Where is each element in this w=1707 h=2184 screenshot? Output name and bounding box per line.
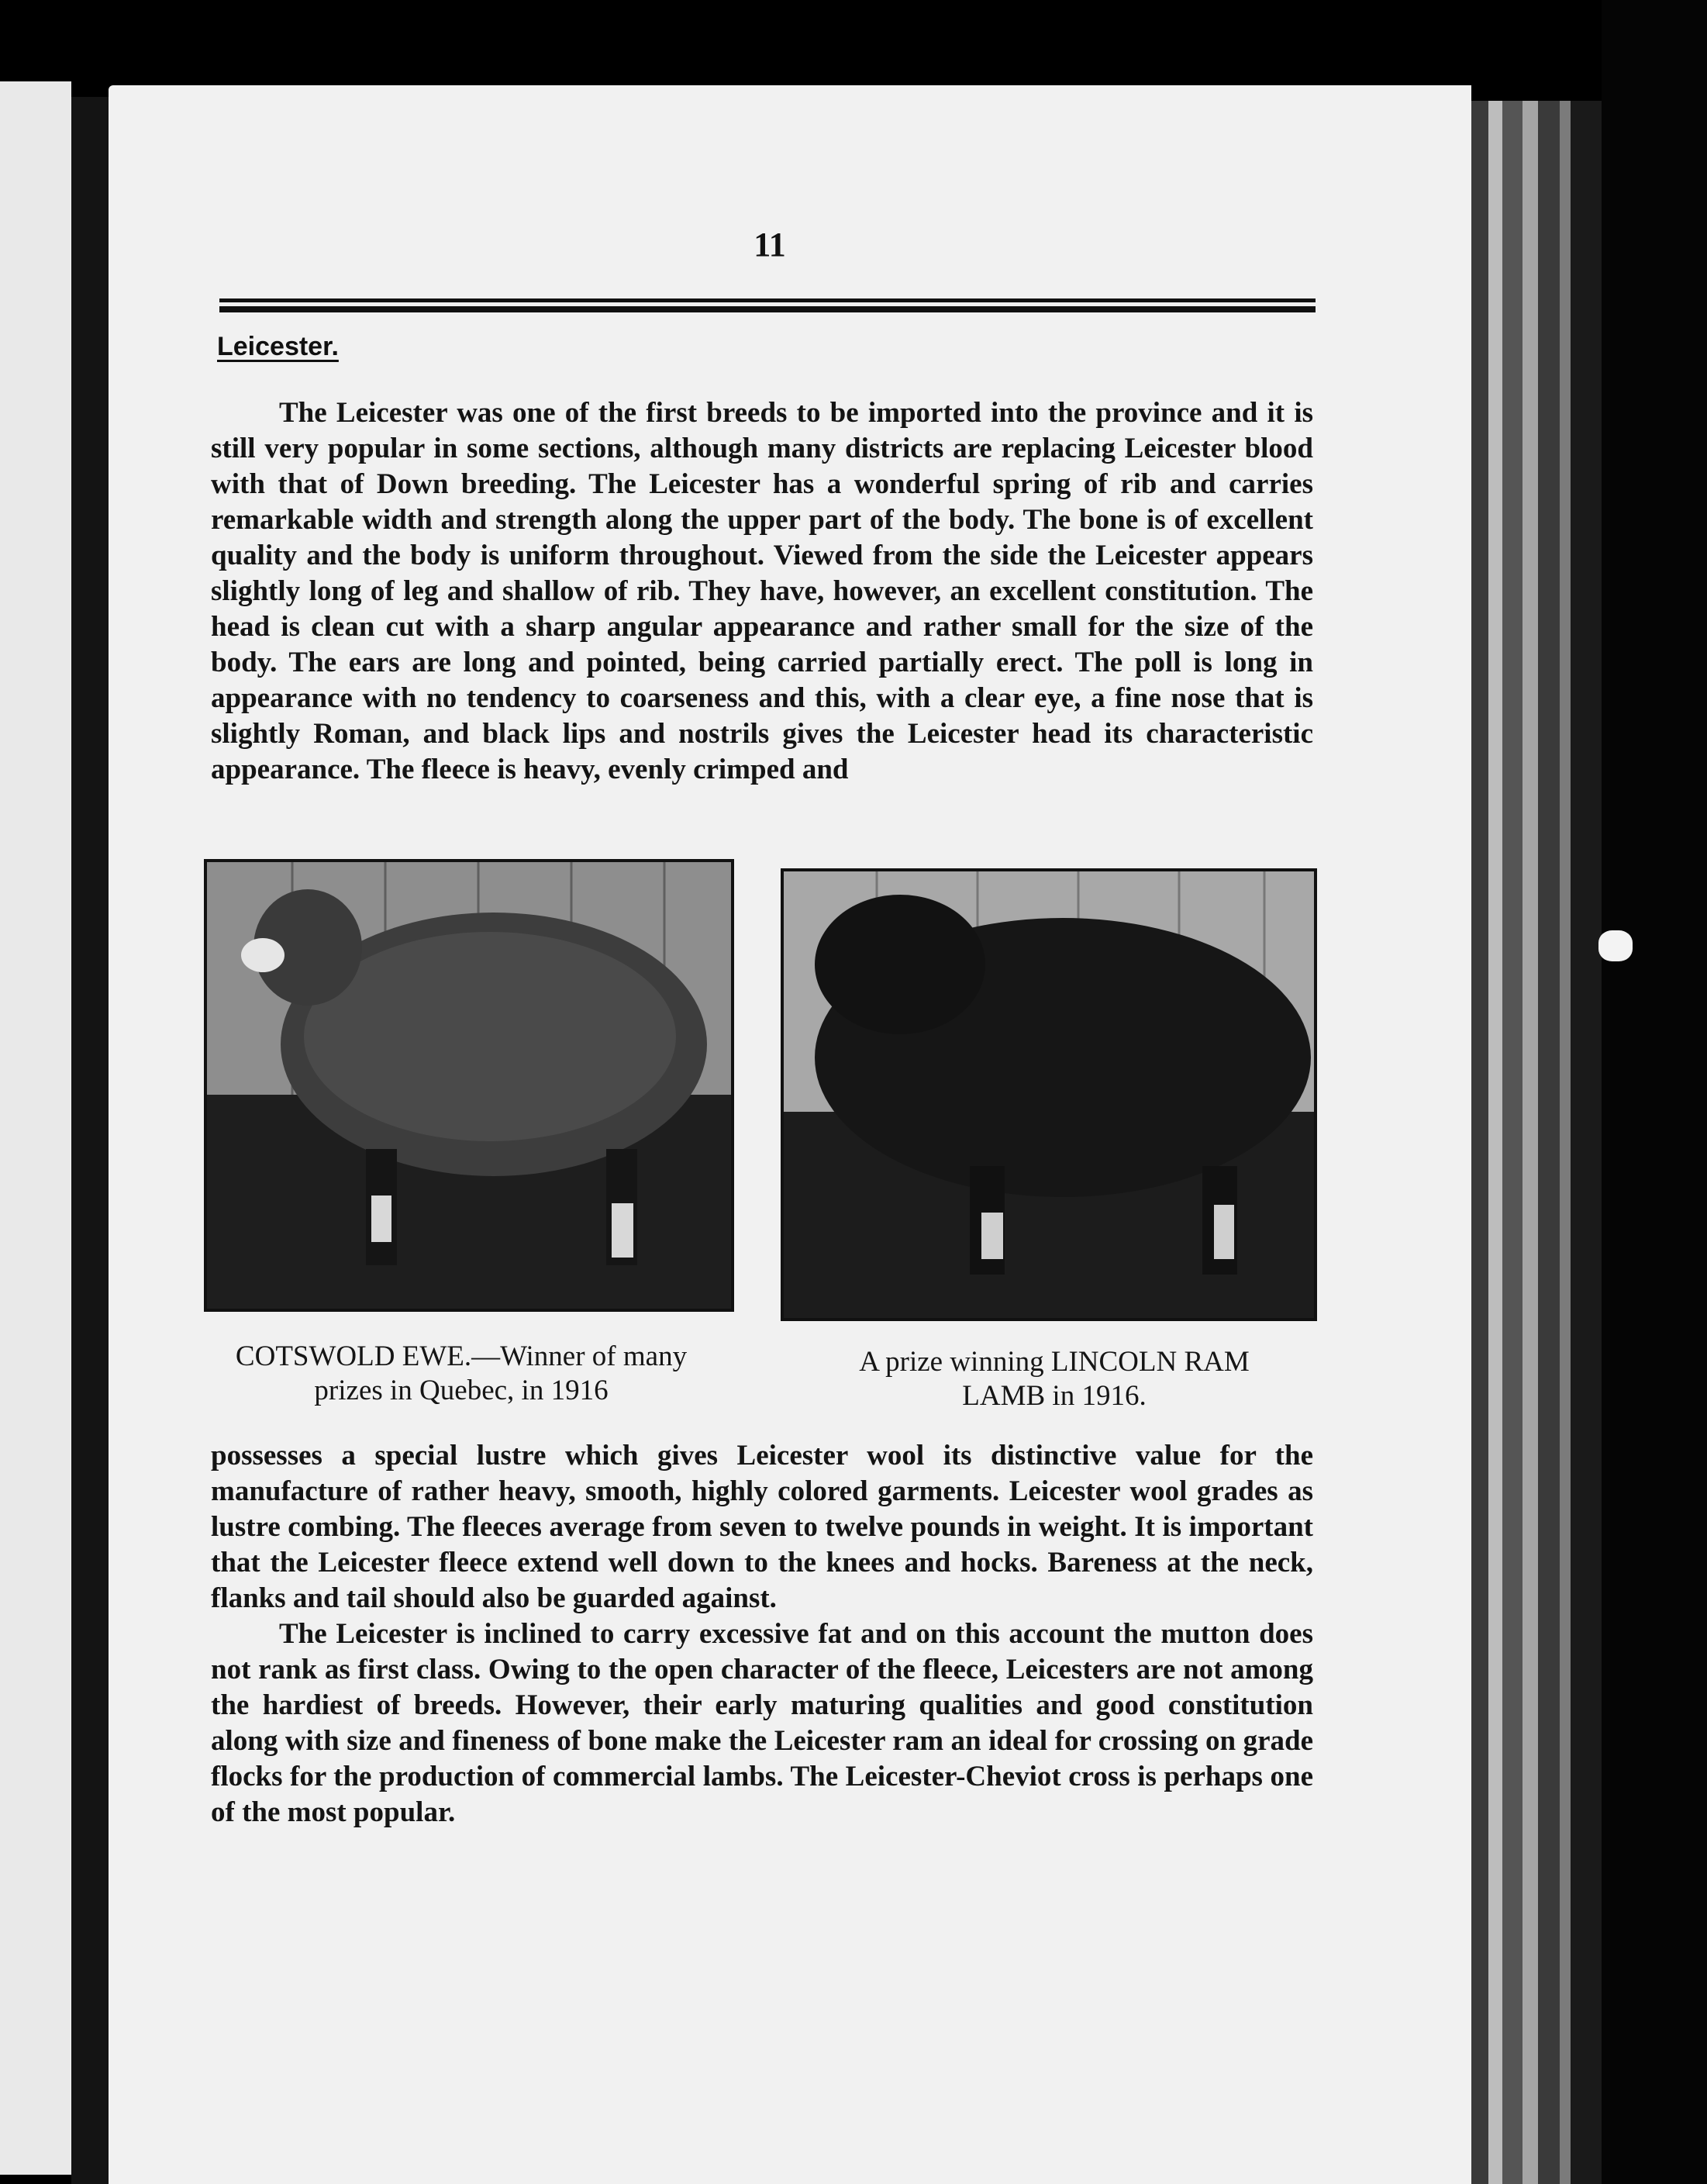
section-heading: Leicester.	[217, 332, 339, 361]
paragraph: The Leicester was one of the first breeds to be imported into the province and it is still very popular in some sections, although many districts are replacing Leicester blood with that of Down breeding. The Leicester has a wonderful spring of rib and carries remarkable width and strength along the upper part of the body. The bone is of excellent quality and the body is uniform throughout. Viewed from the side the Leicester appears slightly long of leg and shallow of rib. They have, however, an excellent constitution. The head is clean cut with a sharp angular appearance and rather small for the size of the body. The ears are long and pointed, being carried partially erect. The poll is long in appearance with no tendency to coarseness and this, with a clear eye, a fine nose that is slightly Roman, and black lips and nostrils gives the Leicester head its characteristic appearance. The fleece is heavy, evenly crimped and	[211, 397, 1313, 785]
cotswold-ewe-photo	[204, 859, 734, 1312]
page-edge-stack	[1471, 101, 1488, 2184]
page-edge-stack	[1488, 101, 1502, 2184]
header-rule	[219, 298, 1316, 302]
sheep-image	[207, 862, 731, 1309]
book-spine	[71, 97, 109, 2184]
scan-border	[1602, 0, 1707, 2184]
caption-line: COTSWOLD EWE.—Winner of many	[235, 1340, 688, 1372]
lincoln-ram-lamb-photo	[781, 868, 1317, 1321]
caption-line: A prize winning LINCOLN RAM	[859, 1346, 1250, 1378]
page-edge-stack	[1560, 101, 1571, 2184]
body-text-top	[211, 395, 1313, 788]
photo-caption-cotswold	[178, 1340, 744, 1408]
scan-speck	[1598, 930, 1633, 961]
page-number: 11	[753, 226, 786, 264]
header-rule-thick	[219, 306, 1316, 312]
paragraph: possesses a special lustre which gives Leicester wool its distinctive value for the manufacture of rather heavy, smooth, highly colored garments. Leicester wool grades as lustre combing. The fleeces average from seven to twelve pounds in weight. It is important that the Leicester fleece extend well down to the knees and hocks. Bareness at the neck, flanks and tail should also be guarded against.	[211, 1440, 1313, 1614]
facing-page-edge	[0, 81, 71, 2175]
sheep-image	[784, 871, 1314, 1318]
caption-line: LAMB in 1916.	[962, 1380, 1147, 1412]
page-edge-stack	[1523, 101, 1538, 2184]
page-edge-stack	[1538, 101, 1560, 2184]
page-edge-stack	[1502, 101, 1523, 2184]
paragraph: The Leicester is inclined to carry excessive fat and on this account the mutton does not rank as first class. Owing to the open character of the fleece, Leicesters are not among the hardiest of breeds. However, their early maturing qualities and good constitution along with size and fineness of bone make the Leicester ram an ideal for crossing on grade flocks for the production of commercial lambs. The Leicester-Cheviot cross is perhaps one of the most popular.	[211, 1618, 1313, 1828]
page-edge-stack	[1571, 101, 1602, 2184]
body-text-bottom	[211, 1438, 1313, 1830]
photo-caption-lincoln	[787, 1345, 1322, 1413]
caption-line: prizes in Quebec, in 1916	[314, 1375, 609, 1406]
